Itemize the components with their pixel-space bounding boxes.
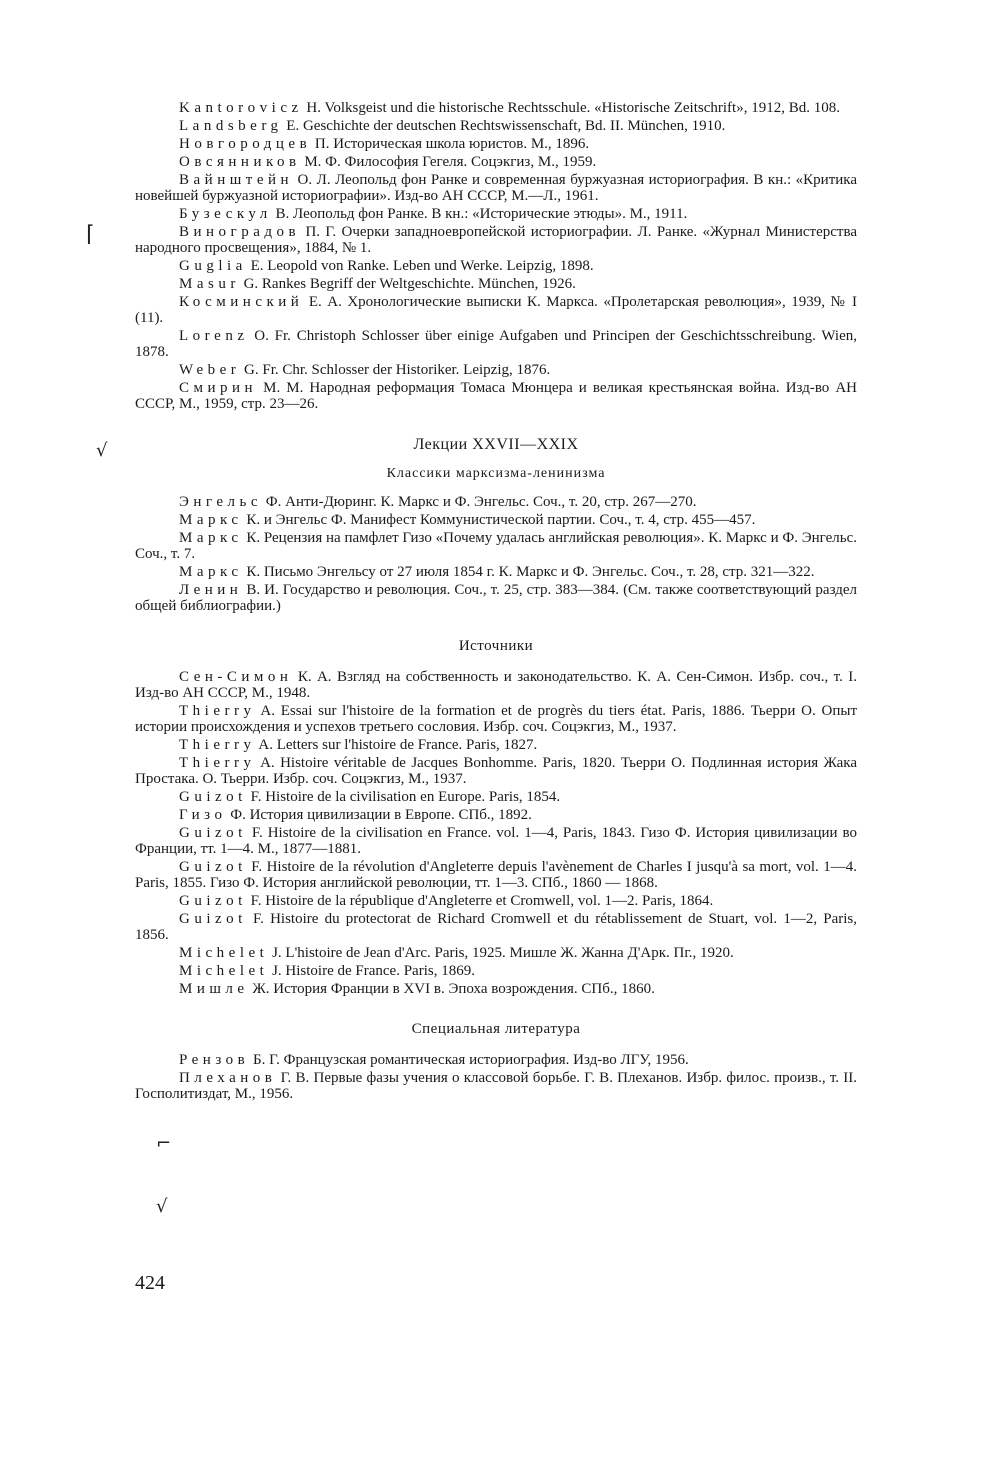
bib-entry: Рензов Б. Г. Французская романтическая историография. Изд-во ЛГУ, 1956. xyxy=(179,1052,689,1068)
sources-title: Источники xyxy=(458,638,534,654)
bib-entry: Овсянников М. Ф. Философия Гегеля. Соцэкгиз, М., 1959. xyxy=(179,154,597,170)
page-body xyxy=(135,100,857,1102)
bib-entry: Guizot F. Histoire de la république d'Angleterre et Cromwell, vol. 1—2. Paris, 1864. xyxy=(179,893,714,909)
bib-entry: Бузескул В. Леопольд фон Ранке. В кн.: «Исторические этюды». М., 1911. xyxy=(179,206,688,222)
bib-entry: Michelet J. Histoire de France. Paris, 1869. xyxy=(179,963,475,979)
bib-entry: Thierry A. Letters sur l'histoire de France. Paris, 1827. xyxy=(179,737,538,753)
bib-entry: Kantorovicz H. Volksgeist und die historische Rechtsschule. «Historische Zeitschrift», 1912, Bd. 108. xyxy=(179,100,840,116)
bib-entry: Маркс К. и Энгельс Ф. Манифест Коммунистической партии. Соч., т. 4, стр. 455—457. xyxy=(179,512,756,528)
bib-entry: Плеханов Г. В. Первые фазы учения о классовой борьбе. Г. В. Плеханов. Избр. филос. произв., т. II. Госполитиздат, М., 1956. xyxy=(135,1070,857,1102)
bib-entry: Guizot F. Histoire de la civilisation en France. vol. 1—4, Paris, 1843. Гизо Ф. История цивилизации во Франции, тт. 1—4. М., 1877—1881. xyxy=(135,825,857,857)
margin-mark-icon: ⌈ xyxy=(86,222,95,247)
bibliography-section-1 xyxy=(135,100,857,412)
bib-entry: Thierry A. Histoire véritable de Jacques Bonhomme. Paris, 1820. Тьерри О. Подлинная история Жака Простака. О. Тьерри. Избр. соч. Соцэкгиз, М., 1937. xyxy=(135,755,857,787)
bib-entry: Masur G. Rankes Begriff der Weltgeschichte. München, 1926. xyxy=(179,276,576,292)
check-mark-icon: √ xyxy=(96,440,108,461)
bib-entry: Landsberg E. Geschichte der deutschen Rechtswissenschaft, Bd. II. München, 1910. xyxy=(179,118,726,134)
page-number: 424 xyxy=(135,1272,165,1294)
bib-entry: Сен-Симон К. А. Взгляд на собственность и законодательство. К. А. Сен-Симон. Избр. соч., т. I. Изд-во АН СССР, М., 1948. xyxy=(135,669,857,701)
bib-entry: Маркс К. Рецензия на памфлет Гизо «Почему удалась английская революция». К. Маркс и Ф. Энгельс. Соч., т. 7. xyxy=(135,530,857,562)
bib-entry: Guglia E. Leopold von Ranke. Leben und Werke. Leipzig, 1898. xyxy=(179,258,594,274)
bracket-mark-icon: ⌐ xyxy=(156,1133,172,1154)
bib-entry: Ленин В. И. Государство и революция. Соч., т. 25, стр. 383—384. (См. также соответствующий раздел общей библиографии.) xyxy=(135,582,857,614)
bib-entry: Вайнштейн О. Л. Леопольд фон Ранке и современная буржуазная историография. В кн.: «Критика новейшей буржуазной историографии». Изд-во АН СССР, М.—Л., 1961. xyxy=(135,172,857,204)
bib-entry: Мишле Ж. История Франции в XVI в. Эпоха возрождения. СПб., 1860. xyxy=(179,981,655,997)
special-literature-title: Специальная литература xyxy=(411,1021,581,1037)
bib-entry: Lorenz O. Fr. Christoph Schlosser über einige Aufgaben und Principen der Geschichtsschreibung. Wien, 1878. xyxy=(135,328,857,360)
special-literature-list xyxy=(135,1052,857,1102)
bib-entry: Michelet J. L'histoire de Jean d'Arc. Paris, 1925. Мишле Ж. Жанна Д'Арк. Пг., 1920. xyxy=(179,945,734,961)
bib-entry: Смирин М. М. Народная реформация Томаса Мюнцера и великая крестьянская война. Изд-во АН СССР, М., 1959, стр. 23—26. xyxy=(135,380,857,412)
bib-entry: Guizot F. Histoire du protectorat de Richard Cromwell et du rétablissement de Stuart, vol. 1—2, Paris, 1856. xyxy=(135,911,857,943)
bib-entry: Guizot F. Histoire de la civilisation en Europe. Paris, 1854. xyxy=(179,789,561,805)
check-mark-icon: √ xyxy=(156,1196,168,1217)
bib-entry: Guizot F. Histoire de la révolution d'Angleterre depuis l'avènement de Charles I jusqu'à sa mort, vol. 1—4. Paris, 1855. Гизо Ф. История английской революции, тт. 1—3. СПб., 1860 — 1868. xyxy=(135,859,857,891)
bib-entry: Виноградов П. Г. Очерки западноевропейской историографии. Л. Ранке. «Журнал Министерства народного просвещения», 1884, № 1. xyxy=(135,224,857,256)
lecture-heading: Лекции XXVII—XXIX xyxy=(413,436,579,453)
bib-entry: Thierry A. Essai sur l'histoire de la formation et de progrès du tiers état. Paris, 1886. Тьерри О. Опыт истории происхождения и успехов третьего сословия. Избр. соч. Соцэкгиз, М., 1937. xyxy=(135,703,857,735)
bib-entry: Маркс К. Письмо Энгельсу от 27 июля 1854 г. К. Маркс и Ф. Энгельс. Соч., т. 28, стр. 321—322. xyxy=(179,564,815,580)
bib-entry: Weber G. Fr. Chr. Schlosser der Historiker. Leipzig, 1876. xyxy=(179,362,551,378)
bib-entry: Новгородцев П. Историческая школа юристов. М., 1896. xyxy=(179,136,590,152)
bib-entry: Косминский Е. А. Хронологические выписки К. Маркса. «Пролетарская революция», 1939, № I (11). xyxy=(135,294,857,326)
sources-list xyxy=(135,669,857,997)
classics-title: Классики марксизма-ленинизма xyxy=(386,466,606,481)
bib-entry: Энгельс Ф. Анти-Дюринг. К. Маркс и Ф. Энгельс. Соч., т. 20, стр. 267—270. xyxy=(179,494,697,510)
bib-entry: Гизо Ф. История цивилизации в Европе. СПб., 1892. xyxy=(179,807,532,823)
classics-list xyxy=(135,494,857,614)
